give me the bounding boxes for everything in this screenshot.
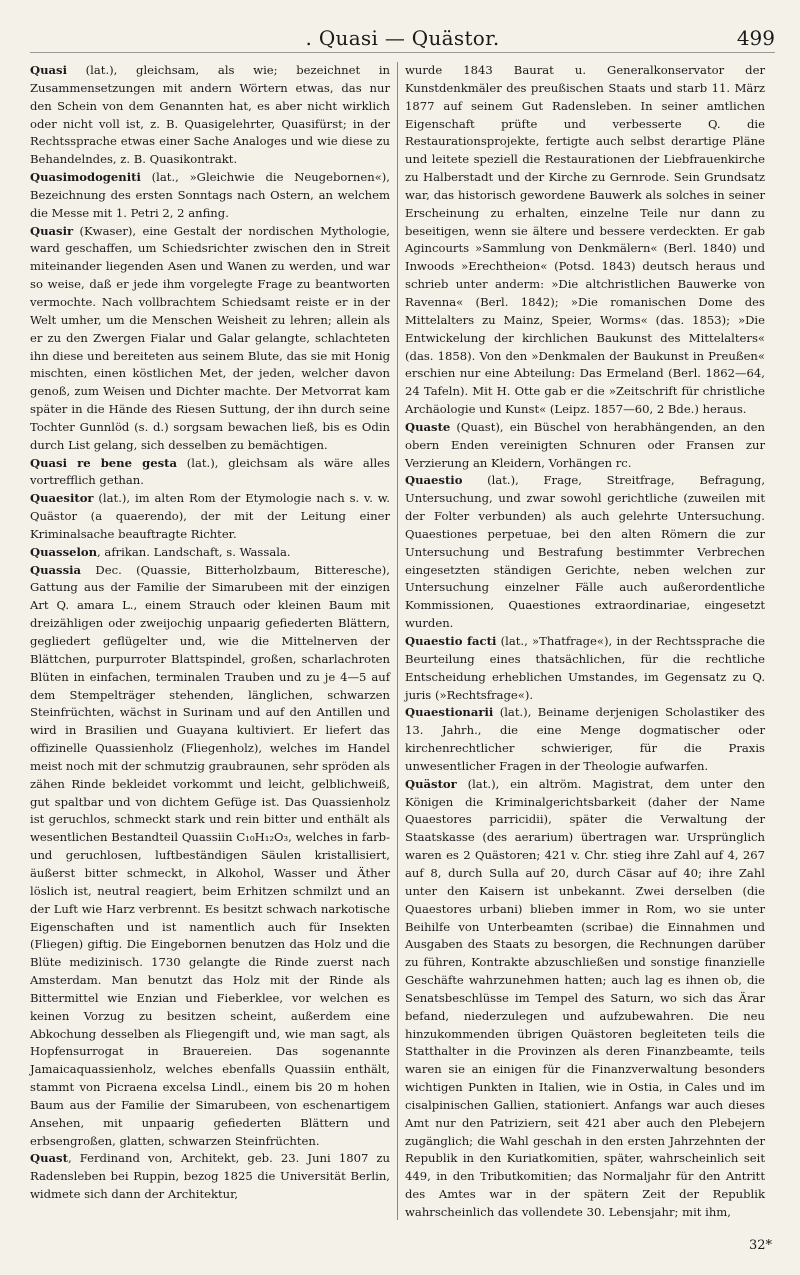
- entry-text: (lat.), gleichsam als wäre alles vortrefflich gethan.: [30, 455, 390, 488]
- entry-text: wurde 1843 Baurat u. Generalkonservator der Kunstdenkmäler des preußischen Staats und starb 11. März 1877 auf seinem Gut Radensleben. In seiner amtlichen Eigenschaft prüfte und verbesserte Q. die Restaurationsprojekte, fertigte auch selbst derartige Pläne und leitete speziell die Restaurationen der Liebfrauenkirche zu Halberstadt und der Kirche zu Gernrode. Sein Grundsatz war, das historisch gewordene Bauwerk als solches in seiner Erscheinung zu erhalten, einzelne Teile nur dann zu beseitigen, wenn sie ältere und bessere verdeckten. Er gab Agincourts »Sammlung von Denkmälern« (Berl. 1840) und Inwoods »Erechtheion« (Potsd. 1843) deutsch heraus und schrieb unter anderm: »Die altchristlichen Bauwerke von Ravenna« (Berl. 1842); »Die romanischen Dome des Mittelalters zu Mainz, Speier, Worms« (das. 1853); »Die Entwickelung der kirchlichen Baukunst des Mittelalters« (das. 1858). Von den »Denkmalen der Baukunst in Preußen« erschien nur eine Abteilung: Das Ermeland (Berl. 1862—64, 24 Tafeln). Mit H. Otte gab er die »Zeitschrift für christliche Archäologie und Kunst« (Leipz. 1857—60, 2 Bde.) heraus.: [405, 63, 765, 417]
- entry-headword: Quasi re bene gesta: [30, 455, 177, 470]
- dictionary-entry: [30, 62, 390, 169]
- entry-headword: Quasselon: [30, 544, 98, 559]
- entry-headword: Quästor: [405, 776, 457, 791]
- entry-text: (lat.), Frage, Streitfrage, Befragung, Untersuchung, und zwar sowohl gerichtliche (zuweilen mit der Folter verbunden) als auch gelehrte Untersuchung. Quaestiones perpetuae, bei den alten Römern die zur Untersuchung und Bestrafung bestimmter Verbrechen eingesetzten ständigen Gerichte, neben welchen zur Untersuchung einzelner Fälle auch außerordentliche Kommissionen, Quaestiones extraordinariae, eingesetzt wurden.: [405, 473, 765, 631]
- entry-headword: Quaesitor: [30, 491, 94, 506]
- dictionary-entry: [405, 776, 765, 1222]
- dictionary-entry: [405, 633, 765, 704]
- dictionary-entry: [405, 62, 765, 419]
- dictionary-entry: [405, 704, 765, 775]
- entry-text: (lat., »Thatfrage«), in der Rechtssprache die Beurteilung eines thatsächlichen, für die rechtliche Entscheidung erheblichen Umstandes, im Gegensatz zu Q. juris (»Rechtsfrage«).: [405, 634, 765, 702]
- left-column: [30, 62, 390, 1204]
- dictionary-entry: [30, 490, 390, 544]
- entry-headword: Quaestio facti: [405, 634, 497, 648]
- dictionary-entry: [405, 419, 765, 473]
- dictionary-entry: [30, 1150, 390, 1204]
- entry-headword: Quassia: [30, 562, 82, 577]
- entry-headword: Quasimodogeniti: [30, 170, 141, 185]
- running-title: . Quasi — Quästor.: [305, 26, 500, 50]
- entry-text: (lat.), im alten Rom der Etymologie nach s. v. w. Quästor (a quaerendo), der mit der Leitung einer Kriminalsache beauftragte Richter.: [30, 491, 390, 541]
- page-number: 499: [736, 26, 775, 50]
- text-columns: [30, 62, 780, 1222]
- entry-text: Dec. (Quassie, Bitterholzbaum, Bitteresche), Gattung aus der Familie der Simarubeen mit der einzigen Art Q. amara L., einem Strauch oder kleinen Baum mit dreizähligen oder zweijochig unpaarig gefiederten Blättern, gegliedert geflügelter und, wie die Mittelnerven der Blättchen, purpurroter Blattspindel, großen, scharlachroten Blüten in einfachen, terminalen Trauben und zu je 4—5 auf dem Stempelträger stehenden, länglichen, schwarzen Steinfrüchten, wächst in Surinam und auf den Antillen und wird in Brasilien und Guayana kultiviert. Er liefert das offizinelle Quassienholz (Fliegenholz), welches im Handel meist noch mit der schmutzig graubraunen, sehr spröden als zähen Rinde bekleidet vorkommt und leicht, gelblichweiß, gut spaltbar und von dichtem Gefüge ist. Das Quassienholz ist geruchlos, schmeckt stark und rein bitter und enthält als wesentlichen Bestandteil Quassiin C₁₀H₁₂O₃, welches in farb- und geruchlosen, luftbeständigen Säulen kristallisiert, äußerst bitter schmeckt, in Alkohol, Wasser und Äther löslich ist, neutral reagiert, beim Erhitzen schmilzt und an der Luft wie Harz verbrennt. Es besitzt schwach narkotische Eigenschaften und ist namentlich auch für Insekten (Fliegen) giftig. Die Eingebornen benutzen das Holz und die Blüte medizinisch. 1730 gelangte die Rinde zuerst nach Amsterdam. Man benutzt das Holz mit der Rinde als Bittermittel wie Enzian und Fieberklee, vor welchen es keinen Vorzug zu besitzen scheint, außerdem eine Abkochung desselben als Fliegengift und, wie man sagt, als Hopfensurrogat in Brauereien. Das sogenannte Jamaicaquassienholz, welches ebenfalls Quassiin enthält, stammt von Picraena excelsa Lindl., einem bis 20 m hohen Baum aus der Familie der Simarubeen, von eschenartigem Ansehen, mit unpaarig gefiederten Blättern und erbsengroßen, glatten, schwarzen Steinfrüchten.: [30, 562, 390, 1148]
- dictionary-entry: [405, 472, 765, 633]
- entry-text: (lat.), Beiname derjenigen Scholastiker des 13. Jahrh., die eine Menge dogmatischer oder kirchenrechtlicher schwieriger, für die Praxis unwesentlicher Fragen in der Theologie aufwarfen.: [405, 705, 765, 773]
- entry-text: , Ferdinand von, Architekt, geb. 23. Juni 1807 zu Radensleben bei Ruppin, bezog 1825 die Universität Berlin, widmete sich dann der Architektur,: [30, 1151, 390, 1202]
- entry-headword: Quaste: [405, 419, 451, 434]
- entry-text: (lat.), ein altröm. Magistrat, dem unter den Königen die Kriminalgerichtsbarkeit (daher der Name Quaestores parricidii), später die Verwaltung der Staatskasse (des aerarium) übertragen war. Ursprünglich waren es 2 Quästoren; 421 v. Chr. stieg ihre Zahl auf 4, 267 auf 8, durch Sulla auf 20, durch Cäsar auf 40; ihre Zahl unter den Kaisern ist unbekannt. Zwei derselben (die Quaestores urbani) blieben immer in Rom, wo sie unter Beihilfe von Unterbeamten (scribae) die Einnahmen und Ausgaben des Staats zu besorgen, die Rechnungen darüber zu führen, Kontrakte abzuschließen und sonstige finanzielle Geschäfte wahrzunehmen hatten; auch lag es ihnen ob, die Senatsbeschlüsse im Tempel des Saturn, wo sich das Ärar befand, niederzulegen und aufzubewahren. Die neu hinzukommenden übrigen Quästoren begleiteten teils die Statthalter in die Provinzen als deren Finanzbeamte, teils waren sie an einigen für die Finanzverwaltung besonders wichtigen Punkten in Italien, wie in Ostia, in Cales und im cisalpinischen Gallien, stationiert. Anfangs war auch dieses Amt nur den Patriziern, seit 421 aber auch den Plebejern zugänglich; die Wahl geschah in den ersten Jahrzehnten der Republik in den Kuriatkomitien, später, wahrscheinlich seit 449, in den Tributkomitien; das Normaljahr für den Antritt des Amtes war in der spätern Zeit der Republik wahrscheinlich das vollendete 30. Lebensjahr; mit ihm,: [405, 776, 765, 1219]
- entry-text: (Kwaser), eine Gestalt der nordischen Mythologie, ward geschaffen, um Schiedsrichter zwischen den in Streit miteinander liegenden Asen und Wanen zu werden, und war so weise, daß er jede ihm vorgelegte Frage zu beantworten vermochte. Nach vollbrachtem Schiedsamt reiste er in der Welt umher, um die Menschen Weisheit zu lehren; allein als er zu den Zwergen Fialar und Galar gelangte, schlachteten ihn diese und bereiteten aus seinem Blute, das sie mit Honig mischten, einen köstlichen Met, der jeden, welcher davon genoß, zum Weisen und Dichter machte. Der Metvorrat kam später in die Hände des Riesen Suttung, der ihn durch seine Tochter Gunnlöd (s. d.) sorgsam bewachen ließ, bis es Odin durch List gelang, sich desselben zu bemächtigen.: [30, 223, 390, 452]
- entry-text: (lat.), gleichsam, als wie; bezeichnet in Zusammensetzungen mit andern Wörtern etwas, das nur den Schein von dem Genannten hat, es aber nicht wirklich oder nicht voll ist, z. B. Quasigelehrter, Quasifürst; in der Rechtssprache etwas einer Sache Analoges und wie diese zu Behandelndes, z. B. Quasikontrakt.: [30, 63, 390, 167]
- entry-text: , afrikan. Landschaft, s. Wassala.: [97, 544, 291, 559]
- right-column: [405, 62, 765, 1222]
- signature-mark: 32*: [748, 1238, 772, 1253]
- dictionary-entry: [30, 455, 390, 491]
- column-divider: [397, 62, 398, 1220]
- dictionary-entry: [30, 544, 390, 562]
- entry-headword: Quaestio: [405, 473, 463, 488]
- page-header: [30, 22, 775, 53]
- entry-headword: Quasi: [30, 63, 67, 77]
- entry-headword: Quaestionarii: [405, 705, 494, 720]
- entry-headword: Quast: [30, 1151, 68, 1166]
- entry-text: (lat., »Gleichwie die Neugebornen«), Bezeichnung des ersten Sonntags nach Ostern, an welchem die Messe mit 1. Petri 2, 2 anfing.: [30, 170, 390, 220]
- entry-text: (Quast), ein Büschel von herabhängenden, an den obern Enden vereinigten Schnuren oder Fransen zur Verzierung an Kleidern, Vorhängen rc.: [405, 419, 765, 470]
- dictionary-entry: [30, 223, 390, 455]
- dictionary-entry: [30, 562, 390, 1151]
- dictionary-entry: [30, 169, 390, 223]
- entry-headword: Quasir: [30, 223, 74, 238]
